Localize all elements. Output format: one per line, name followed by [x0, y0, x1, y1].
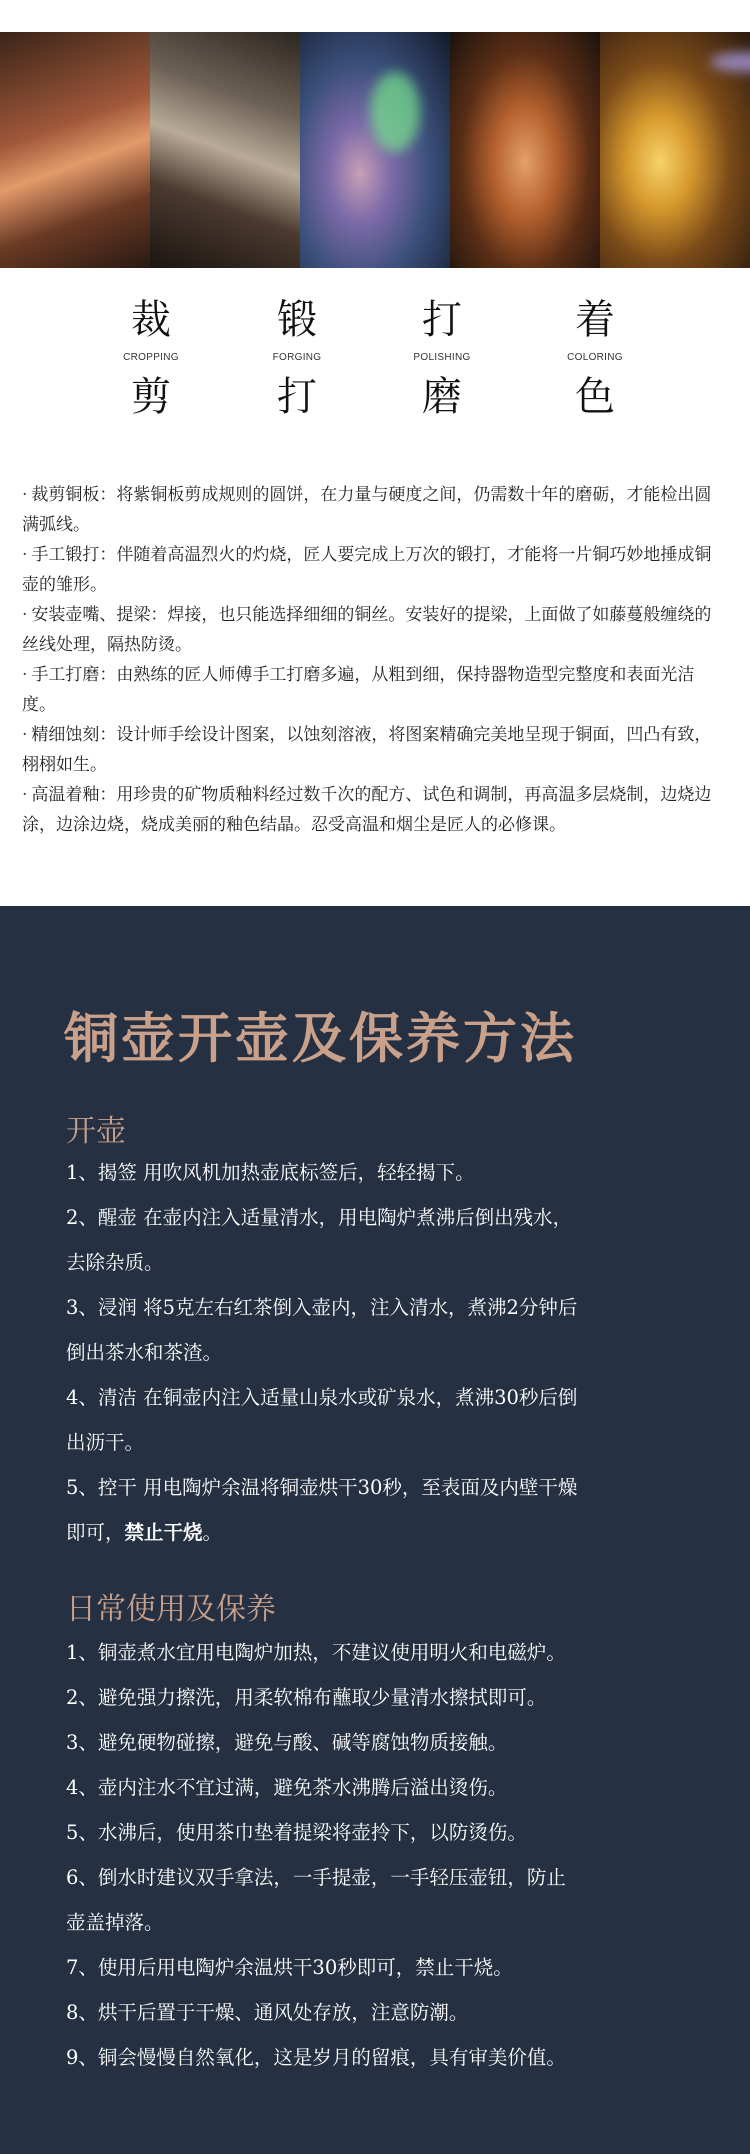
- process-text: 精细蚀刻：设计师手绘设计图案，以蚀刻溶液，将图案精确完美地呈现于铜面，凹凸有致，栩栩如生。: [22, 725, 712, 775]
- process-description: [22, 480, 712, 840]
- daily-line: 2、避免强力擦洗，用柔软棉布蘸取少量清水擦拭即可。: [66, 1686, 547, 1709]
- open-last-prefix: 即可，: [66, 1521, 125, 1544]
- process-item: [22, 540, 712, 600]
- open-line: 3、浸润 将5克左右红茶倒入壶内，注入清水，煮沸2分钟后: [66, 1296, 578, 1319]
- process-text: 高温着釉：用珍贵的矿物质釉料经过数千次的配方、试色和调制，再高温多层烧制，边烧边涂，边涂边烧，烧成美丽的釉色结晶。忍受高温和烟尘是匠人的必修课。: [22, 785, 712, 835]
- daily-line: 7、使用后用电陶炉余温烘干30秒即可，禁止干烧。: [66, 1956, 513, 1979]
- open-line-last: [66, 1510, 706, 1555]
- process-item: [22, 480, 712, 540]
- craft-steps: [0, 297, 750, 450]
- daily-line: 壶盖掉落。: [66, 1911, 164, 1934]
- step-top-char: 裁: [131, 297, 171, 343]
- step-english: FORGING: [272, 352, 322, 363]
- step-english: COLORING: [567, 352, 623, 363]
- daily-heading: 日常使用及保养: [66, 1592, 276, 1627]
- care-title: 铜壶开壶及保养方法: [64, 1006, 577, 1070]
- step-bottom-char: 磨: [422, 374, 462, 420]
- process-item: [22, 660, 712, 720]
- open-line: 去除杂质。: [66, 1251, 164, 1274]
- step-coloring: [520, 297, 670, 420]
- daily-line: 6、倒水时建议双手拿法，一手提壶，一手轻压壶钮，防止: [66, 1866, 566, 1889]
- open-line: 4、清洁 在铜壶内注入适量山泉水或矿泉水，煮沸30秒后倒: [66, 1386, 578, 1409]
- daily-line: 1、铜壶煮水宜用电陶炉加热，不建议使用明火和电磁炉。: [66, 1641, 566, 1664]
- open-line: 2、醒壶 在壶内注入适量清水，用电陶炉煮沸后倒出残水，: [66, 1206, 573, 1229]
- daily-line: 5、水沸后，使用茶巾垫着提梁将壶拎下，以防烫伤。: [66, 1821, 527, 1844]
- open-line: 出沥干。: [66, 1431, 145, 1454]
- bullet-dot-icon: ·: [22, 545, 28, 565]
- daily-line: 9、铜会慢慢自然氧化，这是岁月的留痕，具有审美价值。: [66, 2046, 566, 2069]
- step-top-char: 锻: [277, 297, 317, 343]
- step-forging: [222, 297, 372, 420]
- bullet-dot-icon: ·: [22, 785, 28, 805]
- step-top-char: 着: [575, 297, 615, 343]
- daily-line: 4、壶内注水不宜过满，避免茶水沸腾后溢出烫伤。: [66, 1776, 508, 1799]
- open-last-suffix: 。: [202, 1521, 223, 1544]
- open-line: 1、揭签 用吹风机加热壶底标签后，轻轻揭下。: [66, 1161, 475, 1184]
- bullet-dot-icon: ·: [22, 665, 28, 685]
- process-item: [22, 600, 712, 660]
- copper-kettle-photo: [450, 32, 600, 268]
- step-english: CROPPING: [123, 352, 179, 363]
- process-text: 手工锻打：伴随着高温烈火的灼烧，匠人要完成上万次的锻打，才能将一片铜巧妙地捶成铜壶的雏形。: [22, 545, 712, 595]
- process-text: 手工打磨：由熟练的匠人师傅手工打磨多遍，从粗到细，保持器物造型完整度和表面光洁度。: [22, 665, 695, 715]
- open-line: 倒出茶水和茶渣。: [66, 1341, 223, 1364]
- bullet-dot-icon: ·: [22, 725, 28, 745]
- forging-photo: [150, 32, 300, 268]
- step-cropping: [76, 297, 226, 420]
- daily-line: 8、烘干后置于干燥、通风处存放，注意防潮。: [66, 2001, 469, 2024]
- copper-cutting-photo: [0, 32, 150, 268]
- bullet-dot-icon: ·: [22, 605, 28, 625]
- step-bottom-char: 打: [277, 374, 317, 420]
- process-item: [22, 720, 712, 780]
- no-dry-burn-warning: 禁止干烧: [124, 1521, 203, 1544]
- flame-polishing-photo: [300, 32, 450, 268]
- step-bottom-char: 色: [575, 374, 615, 420]
- care-section: [0, 906, 750, 2154]
- step-bottom-char: 剪: [131, 374, 171, 420]
- daily-line: 3、避免硬物碰擦，避免与酸、碱等腐蚀物质接触。: [66, 1731, 508, 1754]
- bullet-dot-icon: ·: [22, 485, 28, 505]
- step-english: POLISHING: [413, 352, 471, 363]
- process-text: 安装壶嘴、提梁：焊接，也只能选择细细的铜丝。安装好的提梁，上面做了如藤蔓般缠绕的丝线处理，隔热防烫。: [22, 605, 712, 655]
- step-top-char: 打: [422, 297, 462, 343]
- open-line: 5、控干 用电陶炉余温将铜壶烘干30秒，至表面及内壁干燥: [66, 1476, 578, 1499]
- hammered-texture-photo: [600, 32, 750, 268]
- process-item: [22, 780, 712, 840]
- step-polishing: [367, 297, 517, 420]
- open-heading: 开壶: [66, 1114, 126, 1149]
- process-text: 裁剪铜板：将紫铜板剪成规则的圆饼，在力量与硬度之间，仍需数十年的磨砺，才能检出圆满弧线。: [22, 485, 712, 535]
- craft-photo-strip: [0, 32, 750, 268]
